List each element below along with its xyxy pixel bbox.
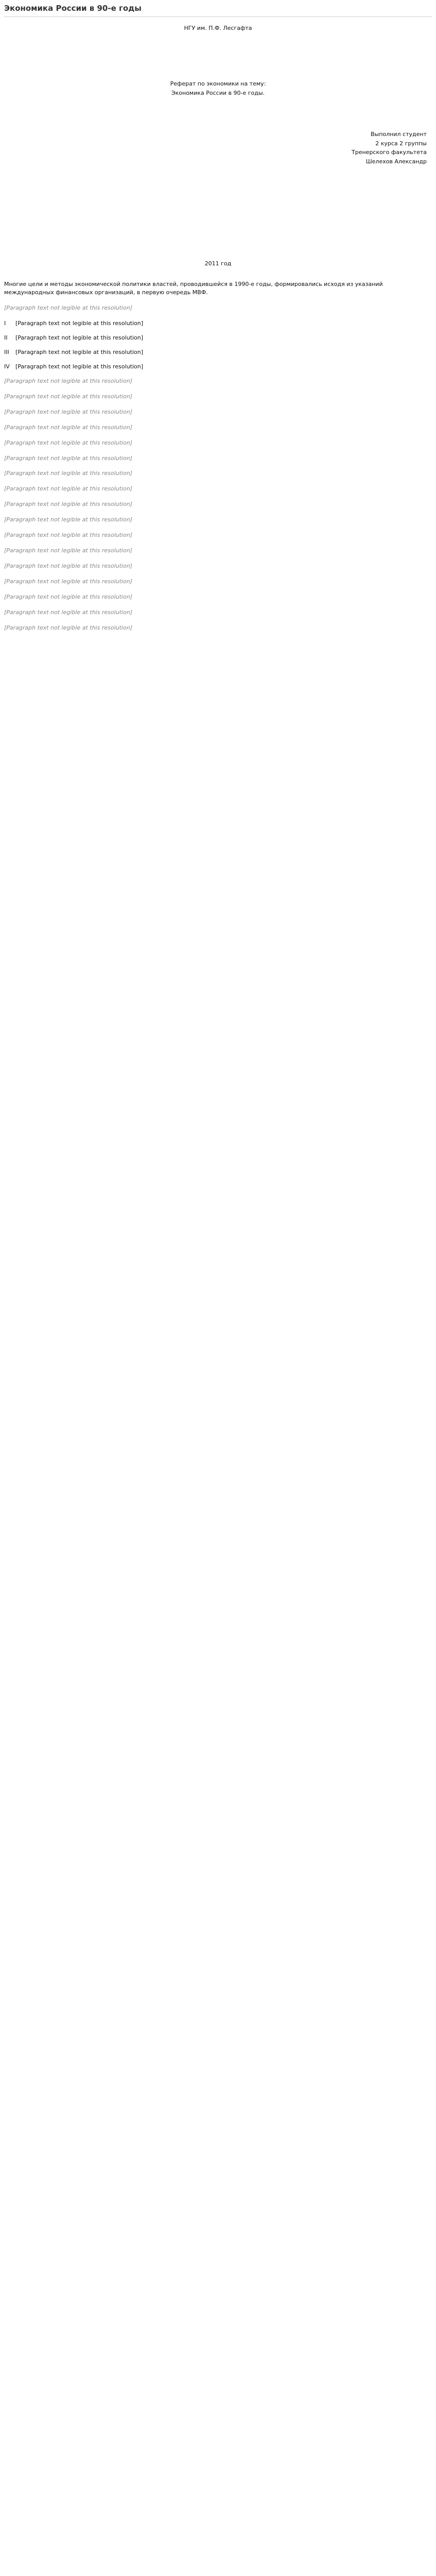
list-bullet: III (4, 348, 9, 355)
author-line: Выполнил студент (371, 130, 427, 138)
document-year: 2011 год (204, 260, 232, 267)
body-paragraph: [Paragraph text not legible at this resolution] (4, 408, 132, 415)
body-paragraph: [Paragraph text not legible at this resolution] (4, 439, 132, 446)
body-paragraph: [Paragraph text not legible at this resolution] (4, 532, 132, 539)
body-paragraph: [Paragraph text not legible at this resolution] (4, 470, 132, 477)
list-bullet: I (4, 320, 6, 327)
body-paragraph: [Paragraph text not legible at this resolution] (4, 578, 132, 585)
document-title: Экономика России в 90-е годы (4, 4, 142, 13)
report-type: Реферат по экономики на тему: (170, 80, 266, 87)
body-paragraph: [Paragraph text not legible at this resolution] (4, 608, 132, 616)
list-item (4, 363, 432, 371)
author-line: 2 курса 2 группы (375, 140, 427, 147)
body-paragraph: [Paragraph text not legible at this resolution] (4, 624, 132, 631)
body-paragraph: Многие цели и методы экономической политики властей, проводившейся в 1990-е годы, формировались исходя из указаний международных финансовых организаций, в первую очередь МВФ. (4, 281, 383, 296)
report-topic: Экономика России в 90-е годы. (171, 89, 265, 96)
body-paragraph: [Paragraph text not legible at this resolution] (4, 393, 132, 400)
body-paragraph: [Paragraph text not legible at this resolution] (4, 423, 132, 431)
body-paragraph: [Paragraph text not legible at this resolution] (4, 563, 132, 570)
list-item-text: [Paragraph text not legible at this resolution] (15, 348, 144, 355)
body-paragraph: [Paragraph text not legible at this resolution] (4, 485, 132, 493)
list-item-text: [Paragraph text not legible at this resolution] (15, 320, 144, 327)
body-paragraph: [Paragraph text not legible at this resolution] (4, 377, 132, 384)
body-paragraph: [Paragraph text not legible at this resolution] (4, 304, 132, 312)
author-block (4, 130, 432, 166)
list-item (4, 319, 432, 328)
author-line: Тренерского факультета (352, 149, 427, 156)
body-paragraph: [Paragraph text not legible at this resolution] (4, 516, 132, 523)
institution-name: НГУ им. П.Ф. Лесгафта (184, 24, 252, 31)
list-bullet: II (4, 334, 8, 341)
body-paragraph: [Paragraph text not legible at this resolution] (4, 593, 132, 600)
body-paragraph: [Paragraph text not legible at this resolution] (4, 454, 132, 462)
title-divider (4, 16, 432, 17)
document-body (4, 280, 432, 632)
list-item-text: [Paragraph text not legible at this resolution] (15, 334, 144, 341)
list-item (4, 348, 432, 357)
author-line: Шелехов Александр (365, 158, 427, 165)
body-paragraph: [Paragraph text not legible at this resolution] (4, 547, 132, 554)
list-bullet: IV (4, 363, 10, 370)
list-item (4, 334, 432, 342)
list-item-text: [Paragraph text not legible at this resolution] (15, 363, 144, 370)
body-paragraph: [Paragraph text not legible at this resolution] (4, 501, 132, 508)
